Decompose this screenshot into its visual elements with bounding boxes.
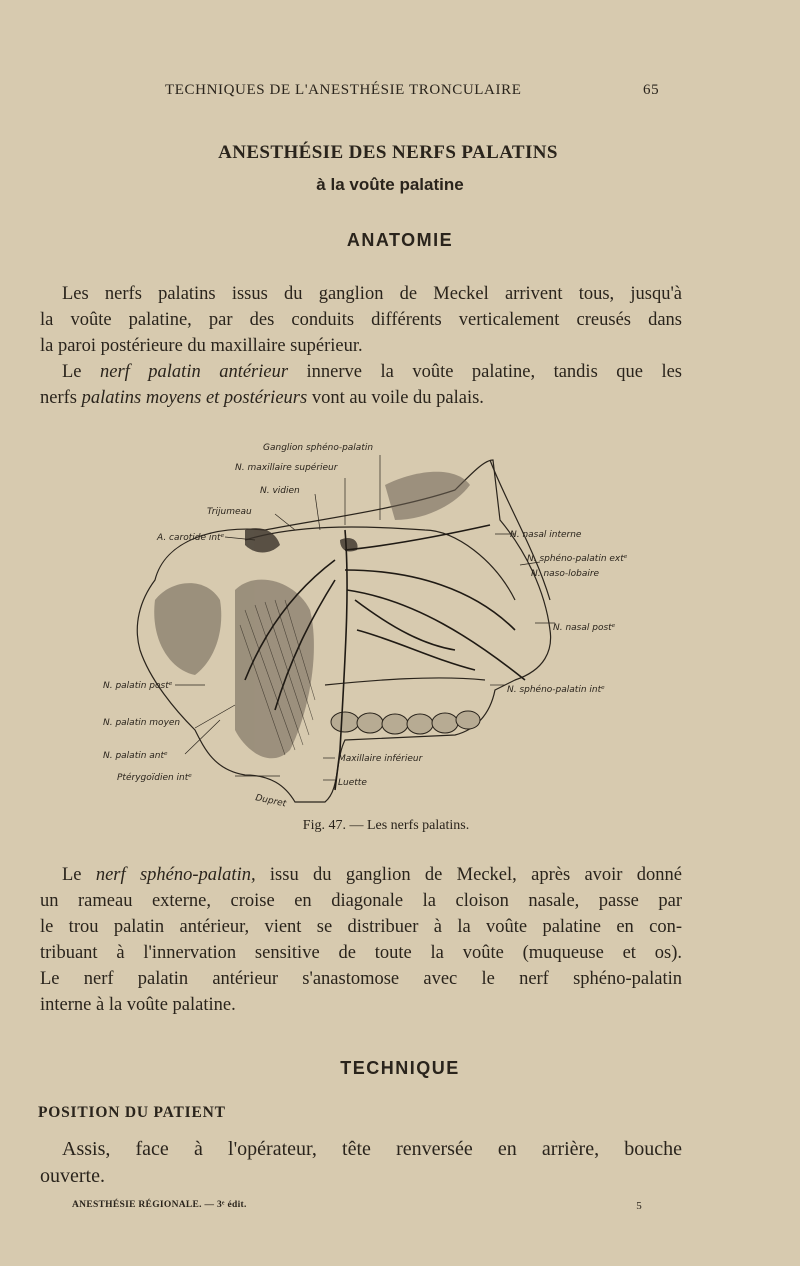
paragraph-position: Assis, face à l'opérateur, tête renversée en arrière, bouche ouverte.: [40, 1138, 682, 1187]
chapter-subtitle: à la voûte palatine: [316, 175, 464, 194]
paragraph-anatomy-2: Le nerf palatin antérieur innerve la voûte palatine, tandis que les nerfs palatins moyens et postérieurs vont au voile du palais.: [40, 362, 682, 408]
illustrator-signature: Dupret: [254, 793, 287, 810]
section-heading-anatomie: ANATOMIE: [346, 230, 454, 250]
label-vidien: N. vidien: [260, 486, 300, 496]
label-maxillaire-inf: Maxillaire inférieur: [338, 754, 423, 764]
page-number: 65: [643, 82, 660, 98]
label-spheno-int: N. sphéno-palatin intᵉ: [507, 685, 605, 695]
label-pterygoidien: Ptérygoïdien intᵉ: [117, 773, 193, 783]
label-naso-lobaire: N. naso-lobaire: [531, 569, 600, 579]
label-maxillaire-sup: N. maxillaire supérieur: [235, 463, 338, 473]
signature-number: 5: [636, 1200, 642, 1212]
label-nasal-interne: N. nasal interne: [510, 530, 582, 540]
paragraph-spheno-palatin: Le nerf sphéno-palatin, issu du ganglion de Meckel, après avoir donné un rameau externe, croise en diagonale la cloison nasale, passe par le trou palatin antérieur, vient se distribuer à la voûte palatine en con- tribuant à l'innervation sensitive de toute la voûte (muqueuse et os). Le nerf palatin antérieur s'anastomose avec le nerf sphéno-palatin interne à la voûte palatine.: [40, 865, 683, 1015]
section-heading-technique: TECHNIQUE: [340, 1058, 460, 1078]
label-ganglion: Ganglion sphéno-palatin: [263, 443, 374, 453]
page-footer: [72, 1200, 652, 1210]
label-palatin-post: N. palatin postᵉ: [103, 681, 173, 691]
label-carotide: A. carotide intᵉ: [157, 533, 225, 543]
footer-signature: ANESTHÉSIE RÉGIONALE. — 3ᵉ édit.: [72, 1200, 247, 1210]
chapter-title: ANESTHÉSIE DES NERFS PALATINS: [218, 142, 558, 163]
label-trijumeau: Trijumeau: [207, 507, 252, 517]
label-nasal-post: N. nasal postᵉ: [553, 623, 616, 633]
figure-caption: Fig. 47. — Les nerfs palatins.: [302, 818, 470, 833]
running-title: TECHNIQUES DE L'ANESTHÉSIE TRONCULAIRE: [165, 82, 522, 98]
label-spheno-ext: N. sphéno-palatin extᵉ: [527, 554, 628, 564]
paragraph-anatomy-1: Les nerfs palatins issus du ganglion de Meckel arrivent tous, jusqu'à la voûte palatine, par des conduits différents verticalement creusés dans la paroi postérieure du maxillaire supérieur.: [40, 284, 682, 356]
anatomical-illustration: [95, 430, 655, 810]
label-palatin-moyen: N. palatin moyen: [103, 718, 181, 728]
label-palatin-ant: N. palatin antᵉ: [103, 751, 168, 761]
label-luette: Luette: [338, 778, 367, 788]
subheading-position: POSITION DU PATIENT: [38, 1104, 226, 1121]
